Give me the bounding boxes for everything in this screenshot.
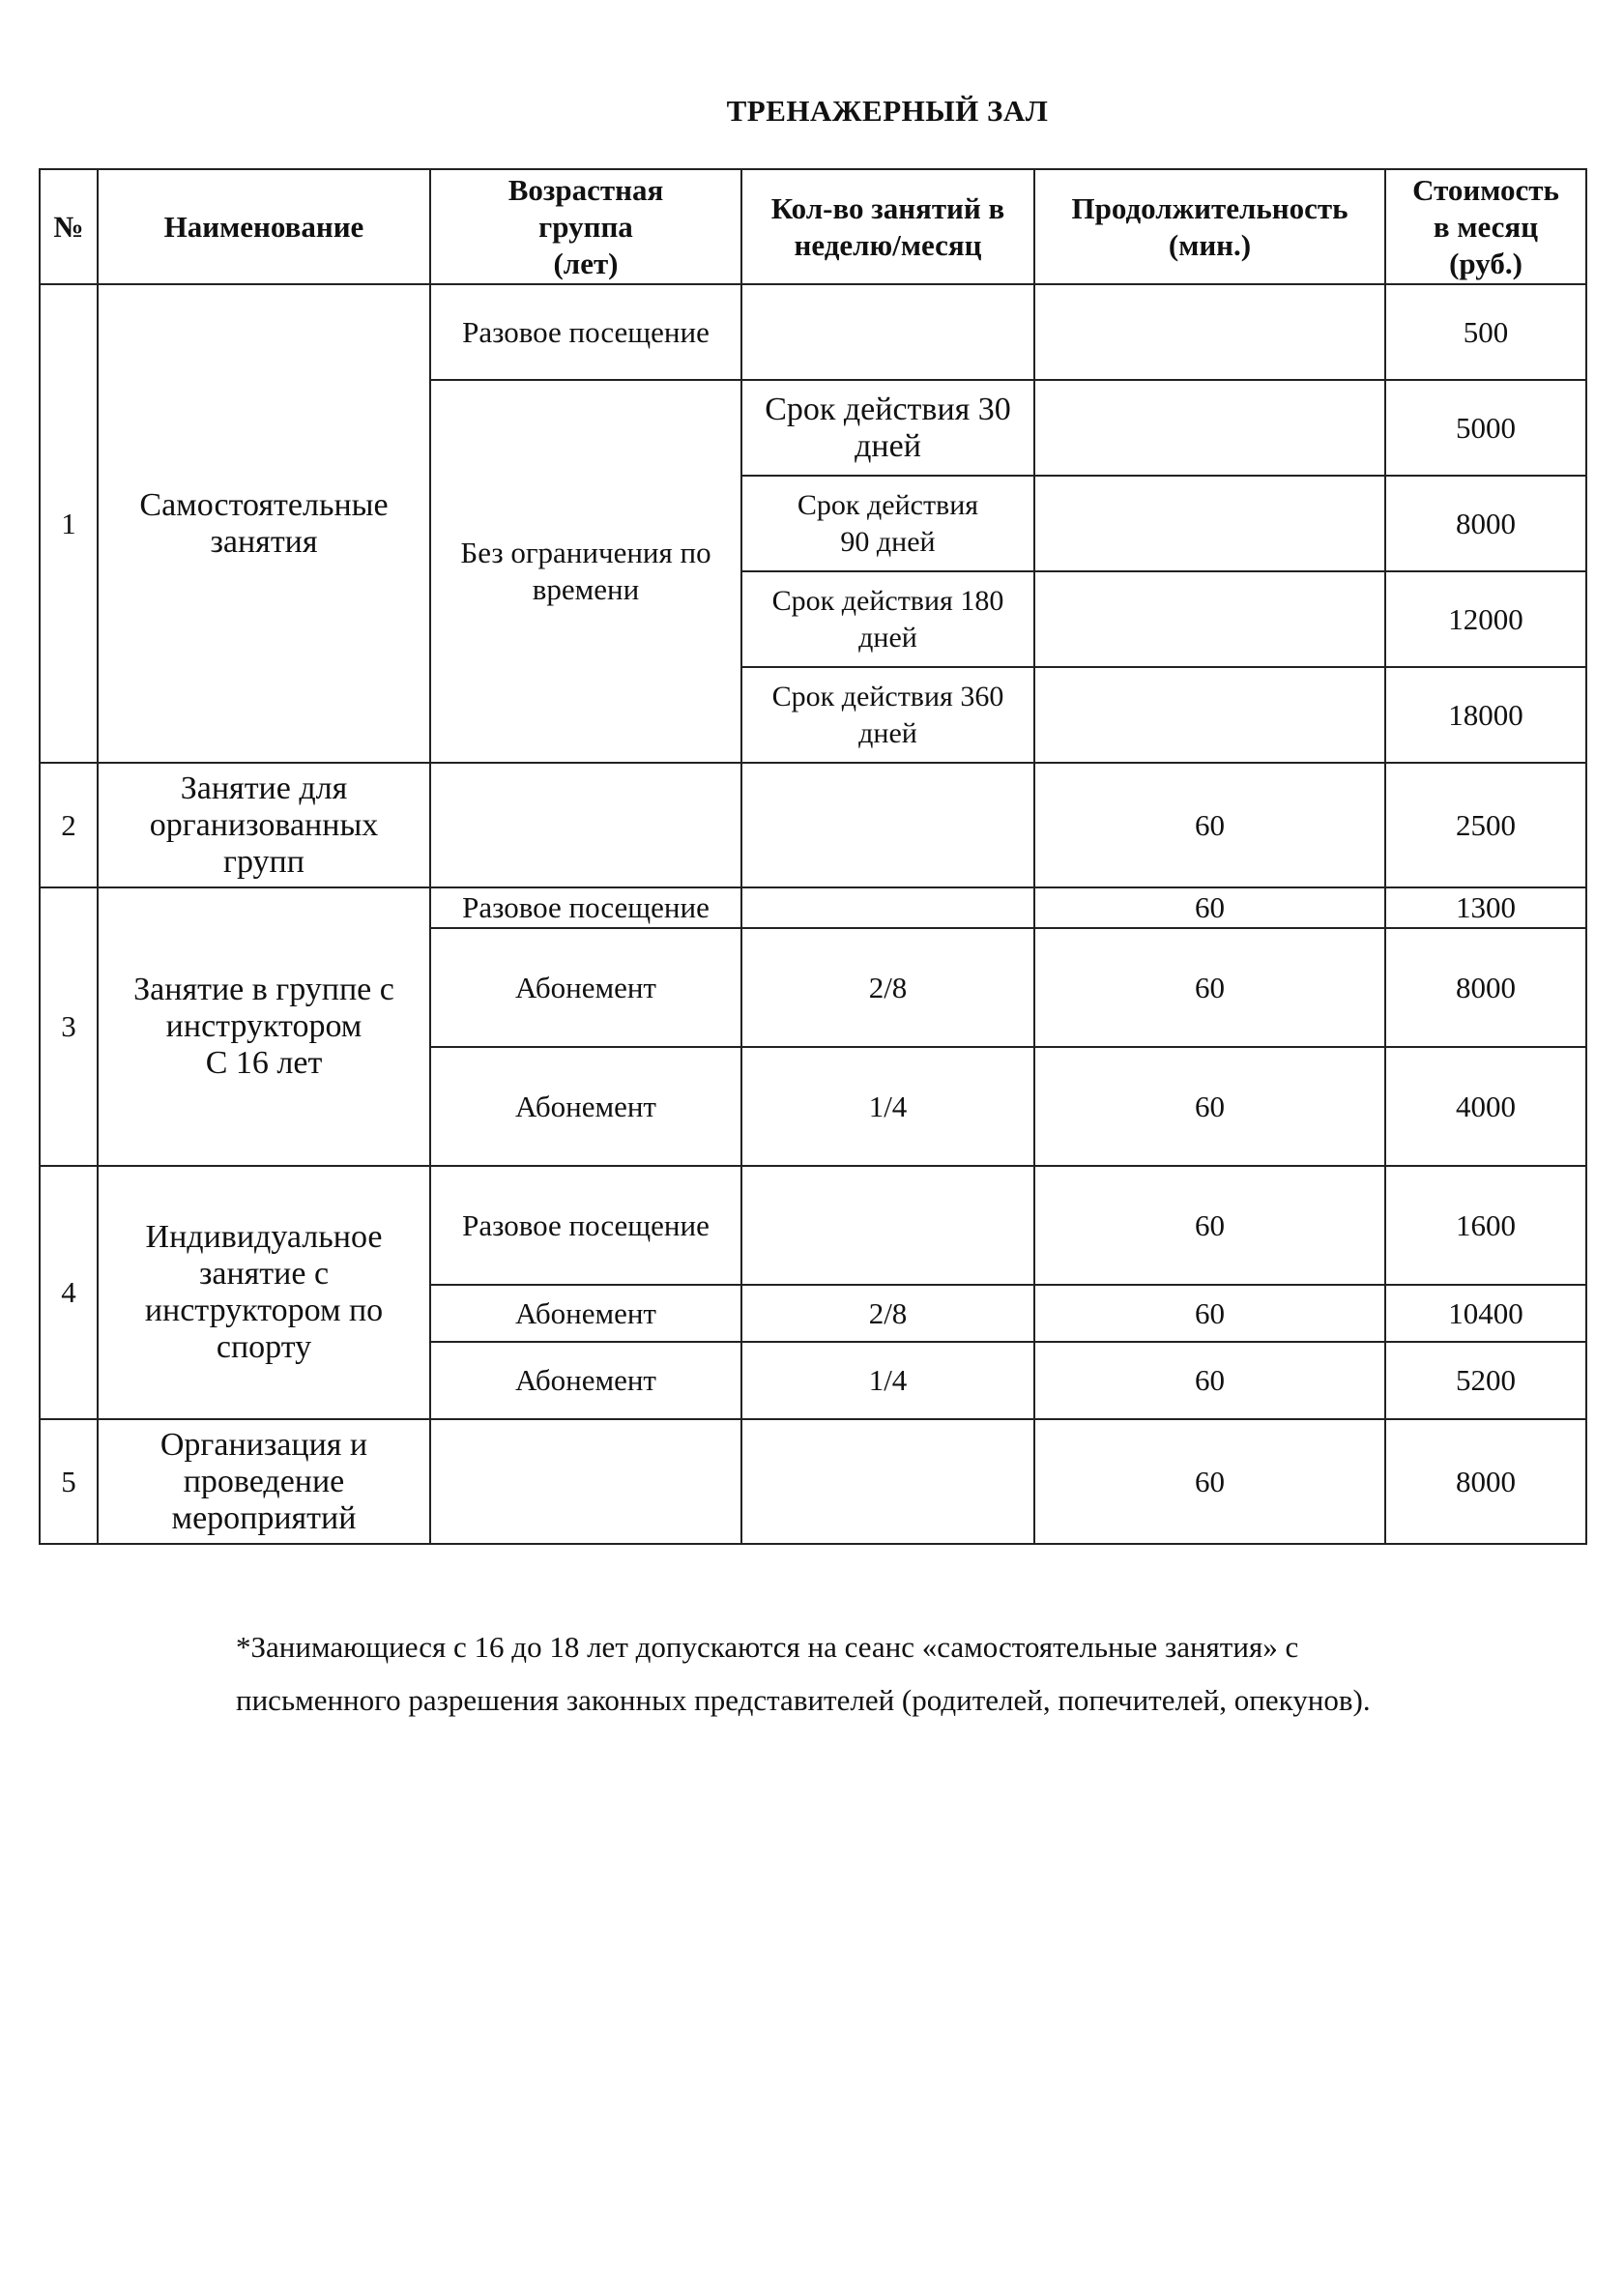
cell-price: 1300 [1385,887,1586,928]
cell-price: 8000 [1385,928,1586,1047]
cell-count [741,284,1034,380]
cell-duration [1034,571,1385,667]
footnote: *Занимающиеся с 16 до 18 лет допускаются на сеанс «самостоятельные занятия» с письменного разрешения законных представителей (родителей, попечителей, опекунов). [236,1630,1371,1717]
cell-count [741,763,1034,887]
cell-type: Разовое посещение [430,284,741,380]
cell-count: 1/4 [741,1047,1034,1166]
cell-count: Срок действия 90 дней [741,476,1034,571]
row-number: 5 [40,1419,98,1544]
header-age-group: Возрастная группа (лет) [430,169,741,284]
cell-price: 5000 [1385,380,1586,476]
cell-price: 1600 [1385,1166,1586,1285]
table-row [40,763,1586,887]
header-price: Стоимость в месяц (руб.) [1385,169,1586,284]
cell-count: Срок действия 30 дней [741,380,1034,476]
cell-count [741,1166,1034,1285]
cell-type: Абонемент [430,928,741,1047]
cell-type: Без ограничения по времени [430,380,741,763]
cell-duration: 60 [1034,1047,1385,1166]
cell-duration [1034,476,1385,571]
cell-duration: 60 [1034,1342,1385,1419]
cell-count: Срок действия 360 дней [741,667,1034,763]
row-number: 3 [40,887,98,1166]
cell-count: 1/4 [741,1342,1034,1419]
cell-type: Разовое посещение [430,1166,741,1285]
table-row [40,1166,1586,1285]
header-sessions-count: Кол-во занятий в неделю/месяц [741,169,1034,284]
cell-duration [1034,380,1385,476]
cell-count: Срок действия 180 дней [741,571,1034,667]
cell-duration [1034,284,1385,380]
row-number: 4 [40,1166,98,1419]
cell-type [430,763,741,887]
header-num: № [40,169,98,284]
cell-price: 4000 [1385,1047,1586,1166]
cell-type: Разовое посещение [430,887,741,928]
row-number: 1 [40,284,98,763]
cell-type: Абонемент [430,1047,741,1166]
page-title: ТРЕНАЖЕРНЫЙ ЗАЛ [726,94,1049,128]
cell-duration: 60 [1034,1166,1385,1285]
table-row [40,1419,1586,1544]
row-name: Занятие в группе с инструктором С 16 лет [98,887,430,1166]
cell-type: Абонемент [430,1285,741,1342]
row-number: 2 [40,763,98,887]
header-row [40,169,1586,284]
cell-duration: 60 [1034,763,1385,887]
cell-duration: 60 [1034,887,1385,928]
cell-price: 10400 [1385,1285,1586,1342]
cell-count [741,1419,1034,1544]
cell-duration: 60 [1034,1419,1385,1544]
cell-price: 8000 [1385,476,1586,571]
header-duration: Продолжительность (мин.) [1034,169,1385,284]
row-name: Организация и проведение мероприятий [98,1419,430,1544]
cell-price: 12000 [1385,571,1586,667]
cell-type: Абонемент [430,1342,741,1419]
cell-duration: 60 [1034,1285,1385,1342]
cell-count: 2/8 [741,1285,1034,1342]
table-row [40,887,1586,928]
cell-count [741,887,1034,928]
cell-duration: 60 [1034,928,1385,1047]
cell-duration [1034,667,1385,763]
row-name: Самостоятельные занятия [98,284,430,763]
price-table [39,168,1587,1545]
row-name: Индивидуальное занятие с инструктором по спорту [98,1166,430,1419]
cell-price: 2500 [1385,763,1586,887]
cell-price: 500 [1385,284,1586,380]
row-name: Занятие для организованных групп [98,763,430,887]
cell-price: 18000 [1385,667,1586,763]
cell-price: 5200 [1385,1342,1586,1419]
header-name: Наименование [98,169,430,284]
cell-price: 8000 [1385,1419,1586,1544]
cell-type [430,1419,741,1544]
table-row [40,284,1586,380]
cell-count: 2/8 [741,928,1034,1047]
